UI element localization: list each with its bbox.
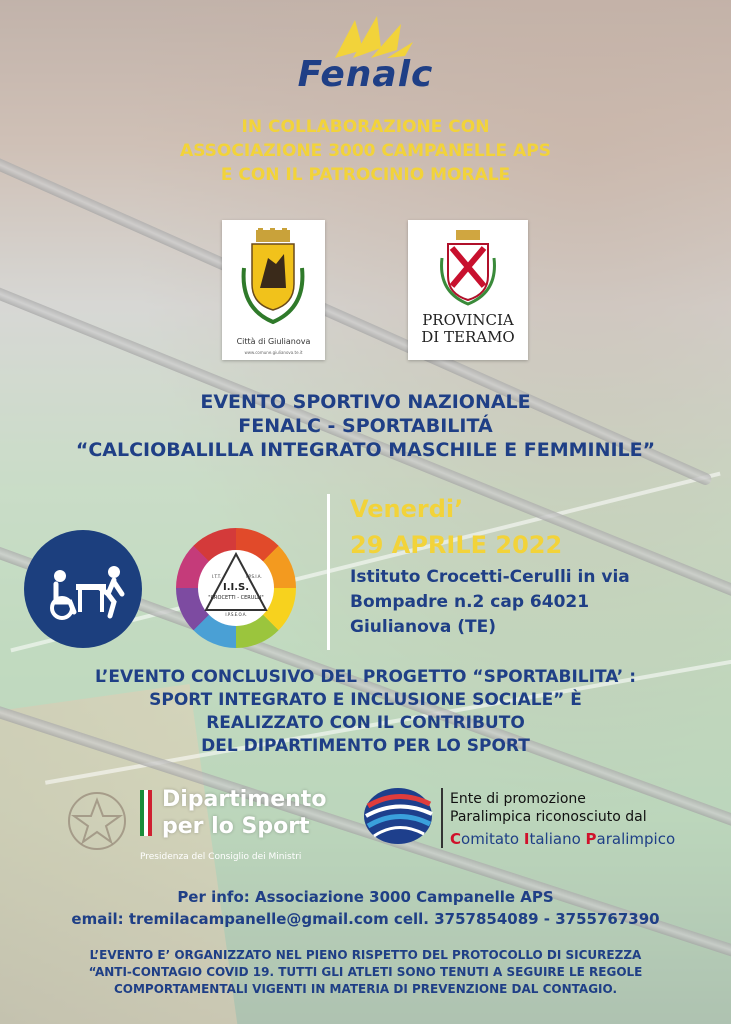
project-line: SPORT INTEGRATO E INCLUSIONE SOCIALE” È: [149, 690, 582, 710]
covid-notice: [0, 947, 731, 998]
event-title-line: EVENTO SPORTIVO NAZIONALE: [200, 391, 531, 413]
cip-word: omitato: [461, 830, 524, 848]
cip-description: [450, 790, 647, 826]
teramo-line: PROVINCIA: [422, 311, 514, 329]
school-subtitle: "CROCETTI - CERULLI": [208, 595, 264, 601]
cip-word: aralimpico: [596, 830, 676, 848]
collab-line: ASSOCIAZIONE 3000 CAMPANELLE APS: [180, 141, 551, 161]
brand-logo-text: Fenalc: [297, 54, 434, 95]
collaboration-block: [0, 115, 731, 187]
event-date: 29 APRILE 2022: [350, 531, 563, 559]
collab-line: IN COLLABORAZIONE CON: [241, 117, 490, 137]
contact-email-line: email: tremilacampanelle@gmail.com cell. 3757854089 - 3755767390: [71, 910, 660, 928]
school-logo: [176, 528, 296, 648]
cip-line: Paralimpica riconosciuto dal: [450, 809, 647, 825]
cip-initial: I: [523, 830, 530, 848]
italian-flag-icon: [140, 790, 152, 836]
contact-info: [0, 886, 731, 930]
cip-name: [450, 830, 675, 848]
teramo-caption: [408, 312, 528, 346]
cip-line: Ente di promozione: [450, 791, 586, 807]
event-title-line: FENALC - SPORTABILITÁ: [238, 415, 493, 437]
giulianova-crest-icon: [238, 228, 308, 328]
event-day: Venerdi’: [350, 495, 464, 523]
school-sector: I.P.S.E.O.A.: [225, 612, 247, 617]
notice-line: COMPORTAMENTALI VIGENTI IN MATERIA DI PREVENZIONE DAL CONTAGIO.: [113, 982, 618, 996]
department-logo-text: [162, 786, 326, 840]
cip-divider: [441, 788, 443, 848]
school-sector: I.T.T.: [212, 574, 221, 579]
project-description: [0, 666, 731, 758]
teramo-logo: [408, 220, 528, 360]
teramo-line: DI TERAMO: [421, 328, 515, 346]
cip-initial: C: [450, 830, 462, 848]
republic-emblem-icon: [62, 790, 132, 852]
giulianova-logo: [222, 220, 325, 360]
giulianova-url: www.comune.giulianova.te.it: [244, 350, 303, 355]
vertical-divider: [327, 494, 330, 650]
venue-line: Bompadre n.2 cap 64021: [350, 592, 590, 612]
project-line: DEL DIPARTIMENTO PER LO SPORT: [201, 736, 530, 756]
venue-line: Giulianova (TE): [350, 617, 497, 637]
department-caption: Presidenza del Consiglio dei Ministri: [140, 852, 302, 862]
event-venue: [350, 565, 630, 640]
project-line: L’EVENTO CONCLUSIVO DEL PROGETTO “SPORTABILITA’ :: [95, 667, 636, 687]
cip-logo-icon: [360, 784, 436, 848]
venue-line: Istituto Crocetti-Cerulli in via: [350, 567, 630, 587]
event-title-line: “CALCIOBALILLA INTEGRATO MASCHILE E FEMMINILE”: [75, 439, 656, 461]
project-line: REALIZZATO CON IL CONTRIBUTO: [206, 713, 525, 733]
notice-line: “ANTI-CONTAGIO COVID 19. TUTTI GLI ATLETI SONO TENUTI A SEGUIRE LE REGOLE: [88, 965, 643, 979]
collab-line: E CON IL PATROCINIO MORALE: [220, 165, 511, 185]
cip-initial: P: [585, 830, 597, 848]
department-line: per lo Sport: [162, 814, 310, 839]
cip-word: taliano: [529, 830, 586, 848]
school-name: I.I.S.: [222, 582, 250, 593]
department-line: Dipartimento: [162, 787, 327, 812]
school-sector: I.P.S.I.A.: [246, 574, 262, 579]
giulianova-caption: Città di Giulianova: [236, 337, 311, 346]
inclusive-sport-icon: [24, 530, 142, 648]
event-title: [0, 390, 731, 462]
contact-line: Per info: Associazione 3000 Campanelle APS: [177, 888, 554, 906]
notice-line: L’EVENTO E’ ORGANIZZATO NEL PIENO RISPETTO DEL PROTOCOLLO DI SICUREZZA: [89, 948, 642, 962]
teramo-crest-icon: [438, 228, 498, 306]
